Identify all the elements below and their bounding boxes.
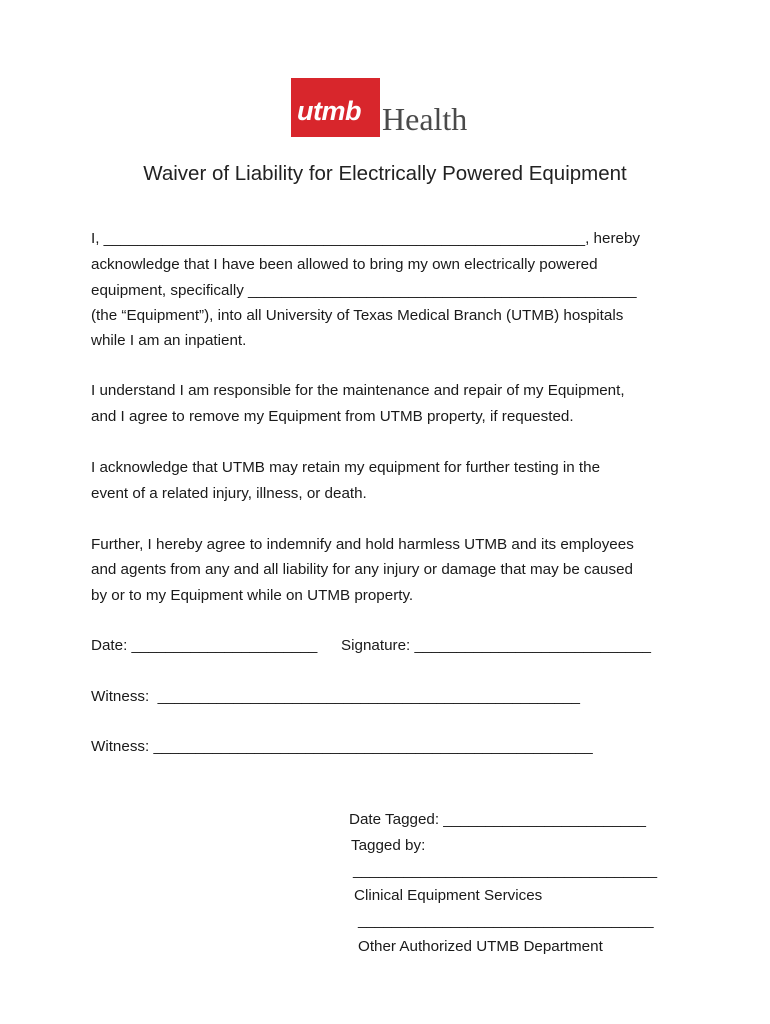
paragraph2-line-1: I understand I am responsible for the maintenance and repair of my Equipment, [91,382,625,399]
witness-field-2[interactable]: Witness: ____________________________________________________ [91,738,593,755]
signature-field[interactable]: Signature: ____________________________ [341,637,651,654]
paragraph2-line-2: and I agree to remove my Equipment from UTMB property, if requested. [91,408,574,425]
logo-mark-text: utmb [297,95,361,126]
paragraph1-line-3: equipment, specifically ______________________________________________ [91,282,637,299]
paragraph4-line-3: by or to my Equipment while on UTMB property. [91,587,414,604]
paragraph3-line-2: event of a related injury, illness, or death. [91,485,367,502]
utmb-health-logo [291,77,467,137]
date-field[interactable]: Date: ______________________ [91,637,318,654]
tagged-by-line-1[interactable]: ____________________________________ [353,862,658,879]
tagged-by-label: Tagged by: [351,837,426,854]
paragraph1-line-1: I, _________________________________________________________, hereby [91,230,640,247]
paragraph4-line-2: and agents from any and all liability for any injury or damage that may be caused [91,561,633,578]
paragraph4-line-1: Further, I hereby agree to indemnify and hold harmless UTMB and its employees [91,536,634,553]
other-department-label: Other Authorized UTMB Department [358,938,603,955]
paragraph1-line-5: while I am an inpatient. [91,332,247,349]
paragraph1-line-4: (the “Equipment”), into all University of Texas Medical Branch (UTMB) hospitals [91,307,624,324]
date-tagged-field[interactable]: Date Tagged: ________________________ [349,811,647,828]
clinical-equipment-label: Clinical Equipment Services [354,887,543,904]
logo-mark [291,78,380,137]
document-title: Waiver of Liability for Electrically Powered Equipment [143,162,627,185]
logo-wordmark: Health [382,100,468,137]
paragraph3-line-1: I acknowledge that UTMB may retain my equipment for further testing in the [91,459,601,476]
tagged-by-line-2[interactable]: ___________________________________ [358,912,654,929]
witness-field-1[interactable]: Witness: __________________________________________________ [91,688,580,705]
paragraph1-line-2: acknowledge that I have been allowed to bring my own electrically powered [91,256,598,273]
